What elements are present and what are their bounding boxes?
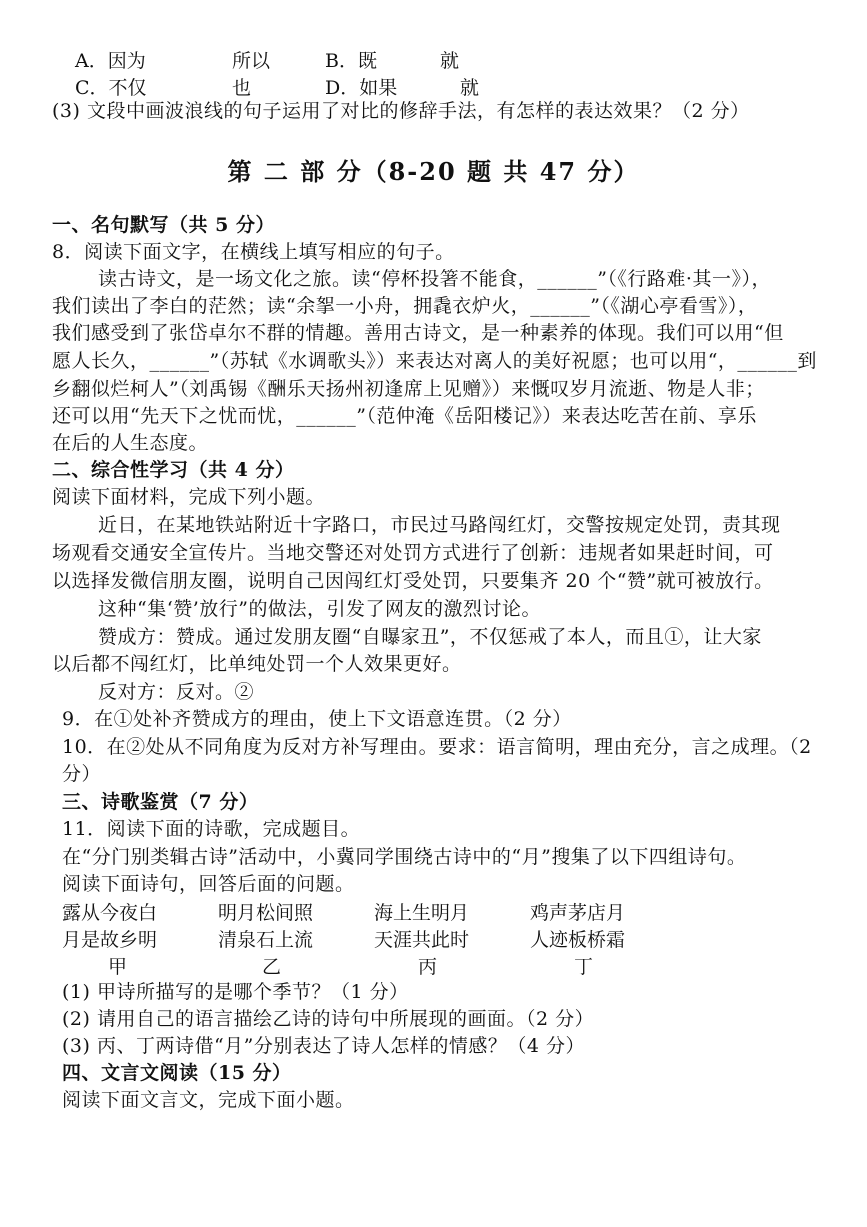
section-2-intro: 阅读下面材料，完成下列小题。 [52, 486, 326, 508]
part-title: 第 二 部 分（8-20 题 共 47 分） [227, 157, 640, 186]
section-3-line-2: 阅读下面诗句，回答后面的问题。 [62, 873, 355, 895]
section-4-intro: 阅读下面文言文，完成下面小题。 [62, 1089, 355, 1111]
section-1-line-7: 在后的人生态度。 [52, 432, 209, 454]
sub-question-3: (3) 丙、丁两诗借“月”分别表达了诗人怎样的情感？（4 分） [62, 1035, 586, 1057]
option-c-word: 也 [232, 77, 252, 99]
sub-question-2: (2) 请用自己的语言描绘乙诗的诗句中所展现的画面。（2 分） [62, 1008, 595, 1030]
section-1-line-2: 我们读出了李白的茫然；读“余挐一小舟，拥毳衣炉火，______”（《湖心亭看雪》）， [52, 295, 758, 317]
section-1-line-6: 还可以用“先天下之忧而忧，______”（范仲淹《岳阳楼记》）来表达吃苦在前、享乐 [52, 405, 757, 427]
poem-ding-label: 丁 [574, 956, 594, 978]
section-2-line-6: 以后都不闯红灯，比单纯处罚一个人效果更好。 [52, 653, 462, 675]
sub-question-1: (1) 甲诗所描写的是哪个季节？（1 分） [62, 981, 409, 1003]
option-a-word: 所以 [232, 50, 271, 72]
poem-jia-label: 甲 [108, 956, 128, 978]
section-2-line-3: 以选择发微信朋友圈，说明自己因闯红灯受处罚，只要集齐 20 个“赞”就可被放行。 [52, 570, 774, 592]
poem-ding-line-1: 鸡声茅店月 [530, 902, 626, 924]
section-2-line-2: 场观看交通安全宣传片。当地交警还对处罚方式进行了创新：违规者如果赶时间，可 [52, 542, 774, 564]
section-2-line-1: 近日，在某地铁站附近十字路口，市民过马路闯红灯，交警按规定处罚，责其现 [98, 514, 781, 536]
poem-yi-line-2: 清泉石上流 [218, 929, 314, 951]
option-c-label: C．不仅 [75, 77, 147, 99]
poem-yi-label: 乙 [262, 956, 282, 978]
poem-jia-line-2: 月是故乡明 [62, 929, 158, 951]
section-3-heading: 三、诗歌鉴赏（7 分） [62, 791, 259, 813]
section-1-heading: 一、名句默写（共 5 分） [52, 214, 275, 236]
question-11: 11．阅读下面的诗歌，完成题目。 [62, 818, 361, 840]
section-1-line-1: 读古诗文，是一场文化之旅。读“停杯投箸不能食，______”（《行路难·其一》）， [98, 268, 771, 290]
poem-jia-line-1: 露从今夜白 [62, 902, 158, 924]
section-1-line-5: 乡翻似烂柯人”（刘禹锡《酬乐天扬州初逢席上见赠》）来慨叹岁月流逝、物是人非； [52, 378, 765, 400]
poem-bing-line-1: 海上生明月 [374, 902, 470, 924]
section-1-line-3: 我们感受到了张岱卓尔不群的情趣。善用古诗文，是一种素养的体现。我们可以用“但 [52, 322, 784, 344]
option-a-label: A．因为 [75, 50, 146, 72]
poem-bing-label: 丙 [418, 956, 438, 978]
poem-bing-line-2: 天涯共此时 [374, 929, 470, 951]
section-2-line-4: 这种“集‘赞’放行”的做法，引发了网友的激烈讨论。 [98, 598, 542, 620]
question-8: 8．阅读下面文字，在横线上填写相应的句子。 [52, 241, 455, 263]
section-1-line-4: 愿人长久，______”（苏轼《水调歌头》）来表达对离人的美好祝愿；也可以用“，______到 [52, 350, 817, 372]
question-10-line-2: 分） [62, 763, 102, 785]
question-9: 9．在①处补齐赞成方的理由，使上下文语意连贯。（2 分） [62, 708, 572, 730]
question-10-line-1: 10．在②处从不同角度为反对方补写理由。要求：语言简明，理由充分，言之成理。（2 [62, 736, 812, 758]
section-4-heading: 四、文言文阅读（15 分） [62, 1062, 292, 1084]
section-3-line-1: 在“分门别类辑古诗”活动中，小冀同学围绕古诗中的“月”搜集了以下四组诗句。 [62, 846, 747, 868]
option-d-word: 就 [460, 77, 480, 99]
section-2-heading: 二、综合性学习（共 4 分） [52, 459, 295, 481]
question-3-previous: (3) 文段中画波浪线的句子运用了对比的修辞手法，有怎样的表达效果？（2 分） [52, 100, 750, 122]
section-2-line-7: 反对方：反对。② [98, 681, 255, 703]
option-d-label: D．如果 [325, 77, 398, 99]
poem-ding-line-2: 人迹板桥霜 [530, 929, 626, 951]
poem-yi-line-1: 明月松间照 [218, 902, 314, 924]
section-2-line-5: 赞成方：赞成。通过发朋友圈“自曝家丑”，不仅惩戒了本人，而且①，让大家 [98, 626, 762, 648]
option-b-label: B．既 [325, 50, 377, 72]
option-b-word: 就 [440, 50, 460, 72]
